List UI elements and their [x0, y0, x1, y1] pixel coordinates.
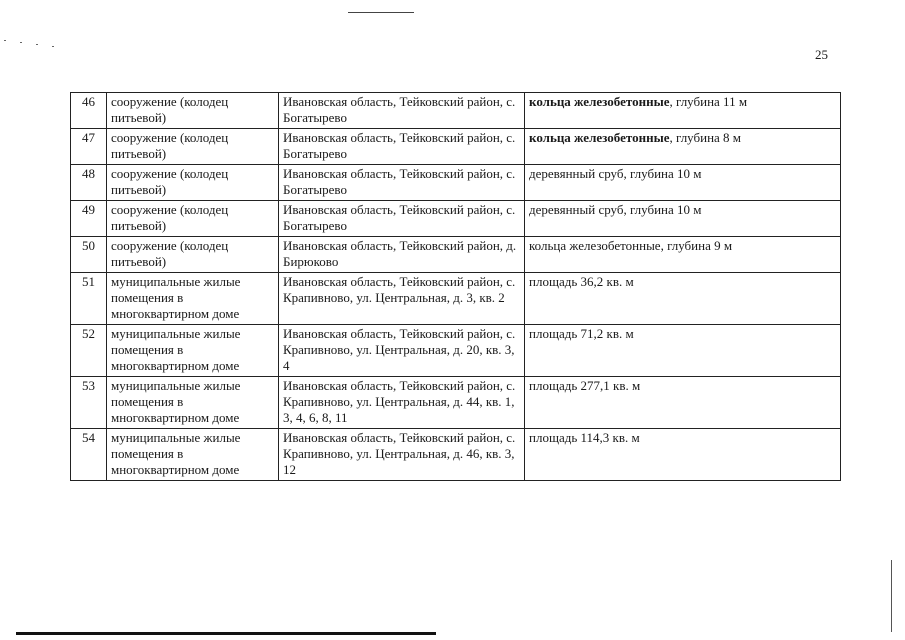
- object-description: [525, 129, 841, 165]
- object-description: [525, 93, 841, 129]
- description-bold-part: кольца железобетонные: [529, 94, 670, 109]
- description-text: деревянный сруб, глубина 10 м: [529, 166, 702, 181]
- description-text: площадь 36,2 кв. м: [529, 274, 634, 289]
- row-number: 52: [71, 325, 107, 377]
- description-text: площадь 277,1 кв. м: [529, 378, 641, 393]
- description-text: кольца железобетонные, глубина 9 м: [529, 238, 733, 253]
- object-name: сооружение (колодец питьевой): [107, 93, 279, 129]
- table-row: [71, 325, 841, 377]
- description-text: площадь 71,2 кв. м: [529, 326, 634, 341]
- table-row: [71, 429, 841, 481]
- object-description: [525, 273, 841, 325]
- object-name: муниципальные жилые помещения в многоквартирном доме: [107, 325, 279, 377]
- object-address: Ивановская область, Тейковский район, с. Крапивново, ул. Центральная, д. 3, кв. 2: [279, 273, 525, 325]
- object-description: [525, 165, 841, 201]
- object-name: сооружение (колодец питьевой): [107, 165, 279, 201]
- row-number: 54: [71, 429, 107, 481]
- table-row: [71, 93, 841, 129]
- table-row: [71, 237, 841, 273]
- table-row: [71, 165, 841, 201]
- property-registry-table: [70, 92, 841, 481]
- row-number: 50: [71, 237, 107, 273]
- object-name: муниципальные жилые помещения в многоквартирном доме: [107, 429, 279, 481]
- row-number: 47: [71, 129, 107, 165]
- object-address: Ивановская область, Тейковский район, с. Богатырево: [279, 93, 525, 129]
- description-text: , глубина 8 м: [669, 130, 742, 145]
- table-row: [71, 129, 841, 165]
- object-description: [525, 429, 841, 481]
- object-address: Ивановская область, Тейковский район, с. Крапивново, ул. Центральная, д. 44, кв. 1, 3, 4, 6, 8, 11: [279, 377, 525, 429]
- description-text: площадь 114,3 кв. м: [529, 430, 640, 445]
- description-text: , глубина 11 м: [669, 94, 748, 109]
- object-name: муниципальные жилые помещения в многоквартирном доме: [107, 377, 279, 429]
- table-row: [71, 201, 841, 237]
- scan-artifact-top-line: [348, 12, 414, 13]
- row-number: 46: [71, 93, 107, 129]
- object-name: сооружение (колодец питьевой): [107, 201, 279, 237]
- table-row: [71, 377, 841, 429]
- object-address: Ивановская область, Тейковский район, д. Бирюково: [279, 237, 525, 273]
- description-text: деревянный сруб, глубина 10 м: [529, 202, 702, 217]
- row-number: 51: [71, 273, 107, 325]
- page-number: 25: [815, 47, 828, 62]
- row-number: 48: [71, 165, 107, 201]
- scan-artifact-bottom-bar: [16, 632, 436, 635]
- object-address: Ивановская область, Тейковский район, с. Богатырево: [279, 201, 525, 237]
- object-address: Ивановская область, Тейковский район, с. Богатырево: [279, 165, 525, 201]
- scan-artifact-dots: [2, 38, 62, 48]
- row-number: 53: [71, 377, 107, 429]
- table-row: [71, 273, 841, 325]
- object-description: [525, 377, 841, 429]
- object-name: муниципальные жилые помещения в многоквартирном доме: [107, 273, 279, 325]
- object-name: сооружение (колодец питьевой): [107, 237, 279, 273]
- description-bold-part: кольца железобетонные: [529, 130, 670, 145]
- object-description: [525, 237, 841, 273]
- object-name: сооружение (колодец питьевой): [107, 129, 279, 165]
- scan-artifact-right-line: [891, 560, 892, 632]
- object-address: Ивановская область, Тейковский район, с. Крапивново, ул. Центральная, д. 46, кв. 3, 12: [279, 429, 525, 481]
- object-address: Ивановская область, Тейковский район, с. Богатырево: [279, 129, 525, 165]
- object-description: [525, 201, 841, 237]
- object-description: [525, 325, 841, 377]
- row-number: 49: [71, 201, 107, 237]
- object-address: Ивановская область, Тейковский район, с. Крапивново, ул. Центральная, д. 20, кв. 3, 4: [279, 325, 525, 377]
